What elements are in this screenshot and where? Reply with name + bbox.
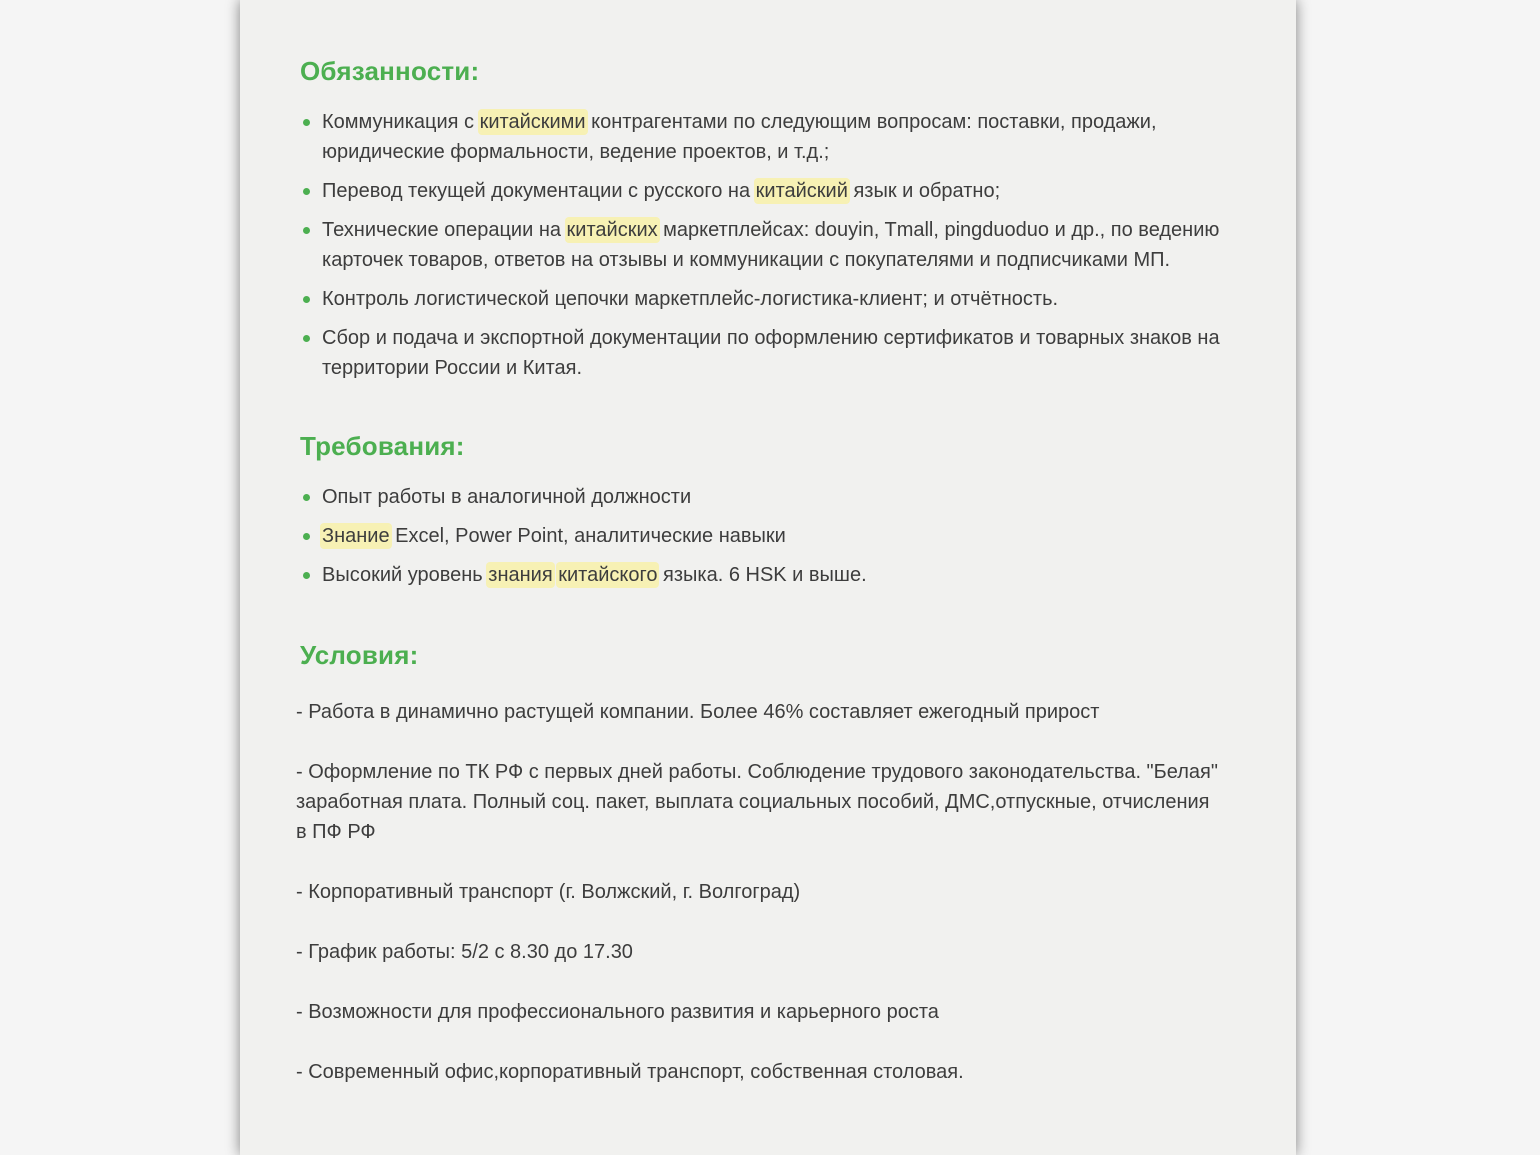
vacancy-description-sheet [240,0,1296,1155]
bullet-dot-icon [303,119,310,126]
plain-text: языка. 6 HSK и выше. [657,564,867,586]
bullet-dot-icon [303,188,310,195]
list-item-text [322,215,1220,275]
requirements-list [300,482,1222,590]
condition-paragraph: - График работы: 5/2 с 8.30 до 17.30 [296,941,633,963]
list-item-text [322,482,691,512]
list-item-text [322,107,1220,167]
plain-text: маркетплейсах: douyin, Tmall, pingduoduo и др., по ведению карточек товаров, ответов на отзывы и коммуникации с покупателями и подписчиками МП. [322,219,1220,271]
list-item [300,176,1222,206]
list-item [300,521,1222,551]
list-item [300,323,1222,383]
highlighted-text: китайского [558,564,658,586]
plain-text: контрагентами по следующим вопросам: поставки, продажи, юридические формальности, ведение проектов, и т.д.; [322,111,1157,163]
highlighted-text: знания [488,564,553,586]
plain-text: Технические операции на [322,219,567,241]
plain-text: Опыт работы в аналогичной должности [322,486,692,508]
conditions-title: Условия: [300,640,419,670]
list-item-text [322,323,1220,383]
bullet-dot-icon [303,494,310,501]
section-requirements [296,431,1222,590]
plain-text: Высокий уровень [322,564,489,586]
condition-paragraph: - Оформление по ТК РФ с первых дней работы. Соблюдение трудового законодательства. "Белая" заработная плата. Полный соц. пакет, выплата социальных пособий, ДМС,отпускные, отчисления в ПФ РФ [296,761,1218,843]
plain-text: Перевод текущей документации с русского на [322,180,756,202]
condition-paragraph: - Возможности для профессионального развития и карьерного роста [296,1001,939,1023]
section-conditions [296,640,1222,1087]
list-item [300,215,1222,275]
list-item [300,560,1222,590]
condition-paragraph: - Корпоративный транспорт (г. Волжский, г. Волгоград) [296,881,801,903]
duties-list [300,107,1222,383]
plain-text: Сбор и подача и экспортной документации по оформлению сертификатов и товарных знаков на территории России и Китая. [322,327,1220,379]
section-duties [296,56,1222,383]
bullet-dot-icon [303,296,310,303]
requirements-title: Требования: [300,431,465,461]
list-item-text [322,521,786,551]
list-item [300,482,1222,512]
highlighted-text: Знание [322,525,390,547]
plain-text: Excel, Power Point, аналитические навыки [389,525,786,547]
list-item-text [322,284,1058,314]
bullet-dot-icon [303,572,310,579]
duties-title: Обязанности: [300,56,480,86]
list-item-text [322,176,1000,206]
highlighted-text: китайских [566,219,658,241]
list-item-text [322,560,867,590]
list-item [300,284,1222,314]
plain-text: язык и обратно; [847,180,1001,202]
highlighted-text: китайский [755,180,848,202]
highlighted-text: китайскими [479,111,586,133]
bullet-dot-icon [303,335,310,342]
bullet-dot-icon [303,533,310,540]
condition-paragraph: - Работа в динамично растущей компании. Более 46% составляет ежегодный прирост [296,701,1100,723]
bullet-dot-icon [303,227,310,234]
condition-paragraph: - Современный офис,корпоративный транспорт, собственная столовая. [296,1061,964,1083]
plain-text: Коммуникация с [322,111,480,133]
plain-text: Контроль логистической цепочки маркетплейс-логистика-клиент; и отчётность. [322,288,1059,310]
list-item [300,107,1222,167]
